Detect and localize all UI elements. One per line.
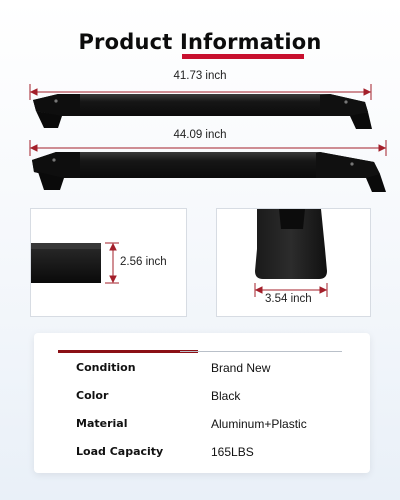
foot-detail-panel [216, 208, 371, 317]
spec-label: Material [76, 417, 128, 430]
spec-value: Black [211, 389, 241, 403]
top-bar-length-label: 41.73 inch [173, 70, 227, 82]
spec-value: 165LBS [211, 445, 254, 459]
spec-row-material [34, 417, 370, 437]
spec-value: Aluminum+Plastic [211, 417, 307, 431]
spec-label: Color [76, 389, 109, 402]
spec-label: Condition [76, 361, 136, 374]
page-title: Product Information [78, 30, 322, 54]
specs-table [34, 333, 370, 473]
table-accent-right [180, 351, 342, 352]
spec-row-condition [34, 361, 370, 381]
spec-value: Brand New [211, 361, 271, 375]
profile-detail-panel [30, 208, 187, 317]
spec-row-color [34, 389, 370, 409]
profile-height-label: 2.56 inch [120, 256, 167, 268]
spec-label: Load Capacity [76, 445, 164, 458]
bottom-bar-length-label: 44.09 inch [173, 129, 227, 141]
table-accent-left [58, 350, 198, 353]
foot-width-label: 3.54 inch [265, 293, 312, 305]
spec-row-load-capacity [34, 445, 370, 465]
